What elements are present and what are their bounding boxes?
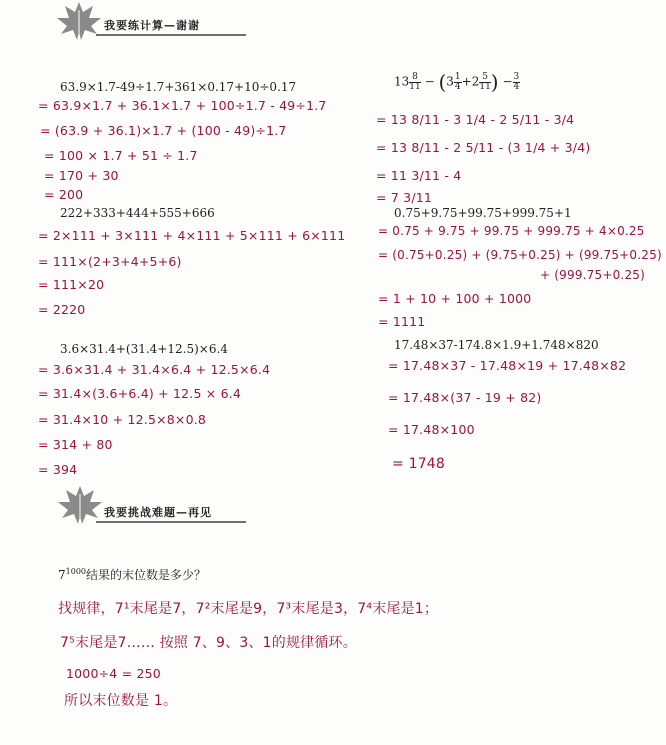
problem-2: 222+333+444+555+666 <box>60 206 215 220</box>
p5-step-3: + (999.75+0.25) <box>540 268 645 282</box>
p6-step-3: = 17.48×100 <box>388 422 475 437</box>
answer-line-4: 所以末位数是 1。 <box>64 693 178 709</box>
section-title-practice: 我要练计算—谢谢 <box>104 19 200 32</box>
answer-line-3: 1000÷4 = 250 <box>66 666 161 681</box>
p3-step-4: = 314 + 80 <box>38 437 113 452</box>
p5-step-5: = 1111 <box>378 314 426 329</box>
problem-3: 3.6×31.4+(31.4+12.5)×6.4 <box>60 342 228 356</box>
problem-4: 13 $\frac{8}{11}$ − (3 $\frac{1}{4}$ +2 $\frac{5}{11}$ ) − $\frac{3}{4}$ <box>394 70 520 94</box>
p1-step-4: = 170 + 30 <box>44 168 119 183</box>
p1-step-2: = (63.9 + 36.1)×1.7 + (100 - 49)÷1.7 <box>40 123 287 138</box>
p2-step-3: = 111×20 <box>38 277 105 292</box>
p5-step-2: = (0.75+0.25) + (9.75+0.25) + (99.75+0.25) <box>378 248 662 262</box>
p2-step-2: = 111×(2+3+4+5+6) <box>38 254 182 269</box>
p4-step-4: = 7 3/11 <box>376 190 433 205</box>
p2-step-1: = 2×111 + 3×111 + 4×111 + 5×111 + 6×111 <box>38 228 346 243</box>
answer-line-2: 7⁵末尾是7…… 按照 7、9、3、1的规律循环。 <box>60 635 357 651</box>
p3-step-2: = 31.4×(3.6+6.4) + 12.5 × 6.4 <box>38 386 242 401</box>
problem-1: 63.9×1.7-49÷1.7+361×0.17+10÷0.17 <box>60 80 297 94</box>
p3-step-1: = 3.6×31.4 + 31.4×6.4 + 12.5×6.4 <box>38 362 271 377</box>
p6-step-1: = 17.48×37 - 17.48×19 + 17.48×82 <box>388 358 627 373</box>
p4-frac-1: $\frac{8}{11}$ <box>409 71 421 92</box>
p5-step-1: = 0.75 + 9.75 + 99.75 + 999.75 + 4×0.25 <box>378 224 645 238</box>
p6-step-2: = 17.48×(37 - 19 + 82) <box>388 390 542 405</box>
p1-step-5: = 200 <box>44 187 84 202</box>
p6-step-4: = 1748 <box>392 456 446 472</box>
p5-step-4: = 1 + 10 + 100 + 1000 <box>378 291 532 306</box>
header-rule <box>96 521 246 523</box>
maple-leaf-icon <box>56 484 104 526</box>
p4-step-3: = 11 3/11 - 4 <box>376 168 462 183</box>
p4-step-2: = 13 8/11 - 2 5/11 - (3 1/4 + 3/4) <box>376 140 591 155</box>
p1-step-3: = 100 × 1.7 + 51 ÷ 1.7 <box>44 148 198 163</box>
challenge-question: $7^{1000}$结果的末位数是多少？ <box>58 567 207 582</box>
p3-step-5: = 394 <box>38 462 78 477</box>
p4-step-1: = 13 8/11 - 3 1/4 - 2 5/11 - 3/4 <box>376 112 575 127</box>
header-rule <box>96 34 246 36</box>
section-title-challenge: 我要挑战难题—再见 <box>104 506 212 519</box>
p3-step-3: = 31.4×10 + 12.5×8×0.8 <box>38 412 207 427</box>
p2-step-4: = 2220 <box>38 302 86 317</box>
problem-6: 17.48×37-174.8×1.9+1.748×820 <box>394 338 599 352</box>
problem-5: 0.75+9.75+99.75+999.75+1 <box>394 206 572 220</box>
p1-step-1: = 63.9×1.7 + 36.1×1.7 + 100÷1.7 - 49÷1.7 <box>38 98 327 113</box>
answer-line-1: 找规律，7¹末尾是7，7²末尾是9，7³末尾是3，7⁴末尾是1； <box>58 601 439 617</box>
p4-whole: 13 <box>394 74 410 89</box>
